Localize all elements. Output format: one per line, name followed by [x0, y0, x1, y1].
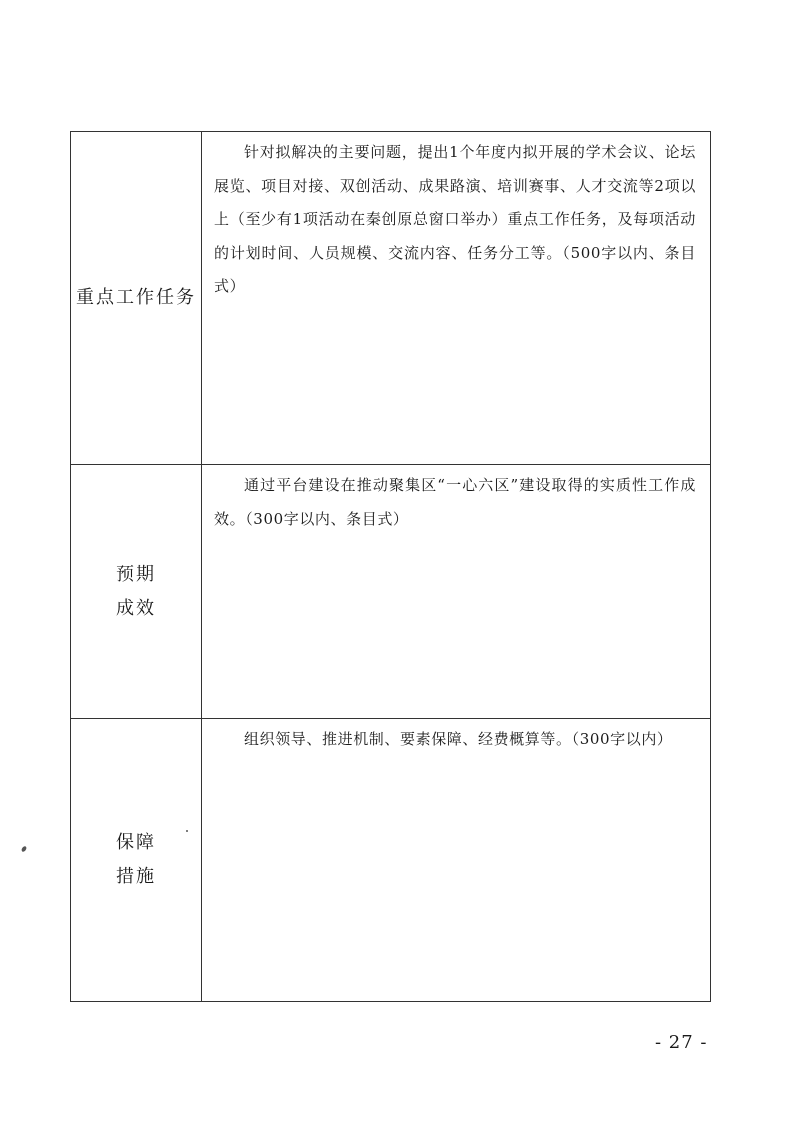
label-line-1: 保障 [116, 832, 156, 853]
content-cell [202, 465, 710, 718]
label-line-2: 措施 [116, 866, 156, 887]
table-row-key-tasks [71, 132, 710, 464]
label-line-1: 预期 [116, 563, 156, 585]
table-row-safeguards [71, 718, 710, 1001]
label-line-2: 成效 [116, 597, 156, 619]
row-label-safeguards [116, 826, 156, 894]
safeguards-instructions: 组织领导、推进机制、要素保障、经费概算等。（300字以内） [244, 730, 673, 748]
label-cell [71, 719, 202, 1001]
page-number: - 27 - [655, 1032, 708, 1053]
row-label-key-tasks: 重点工作任务 [76, 287, 196, 308]
key-tasks-instructions: 针对拟解决的主要问题，提出1个年度内拟开展的学术会议、论坛展览、项目对接、双创活动、成果路演、培训赛事、人才交流等2项以上（至少有1项活动在秦创原总窗口举办）重点工作任务，及每项活动的计划时间、人员规模、交流内容、任务分工等。（500字以内、条目式） [214, 143, 696, 295]
content-cell [202, 132, 710, 464]
label-cell [71, 132, 202, 464]
row-label-expected-results [116, 558, 156, 626]
label-cell [71, 465, 202, 718]
table-row-expected-results [71, 464, 710, 718]
scan-speck [186, 830, 188, 832]
scan-speck [21, 845, 28, 852]
expected-results-instructions: 通过平台建设在推动聚集区“一心六区”建设取得的实质性工作成效。（300字以内、条目式） [214, 476, 696, 528]
content-cell [202, 719, 710, 1001]
form-table [70, 131, 711, 1002]
